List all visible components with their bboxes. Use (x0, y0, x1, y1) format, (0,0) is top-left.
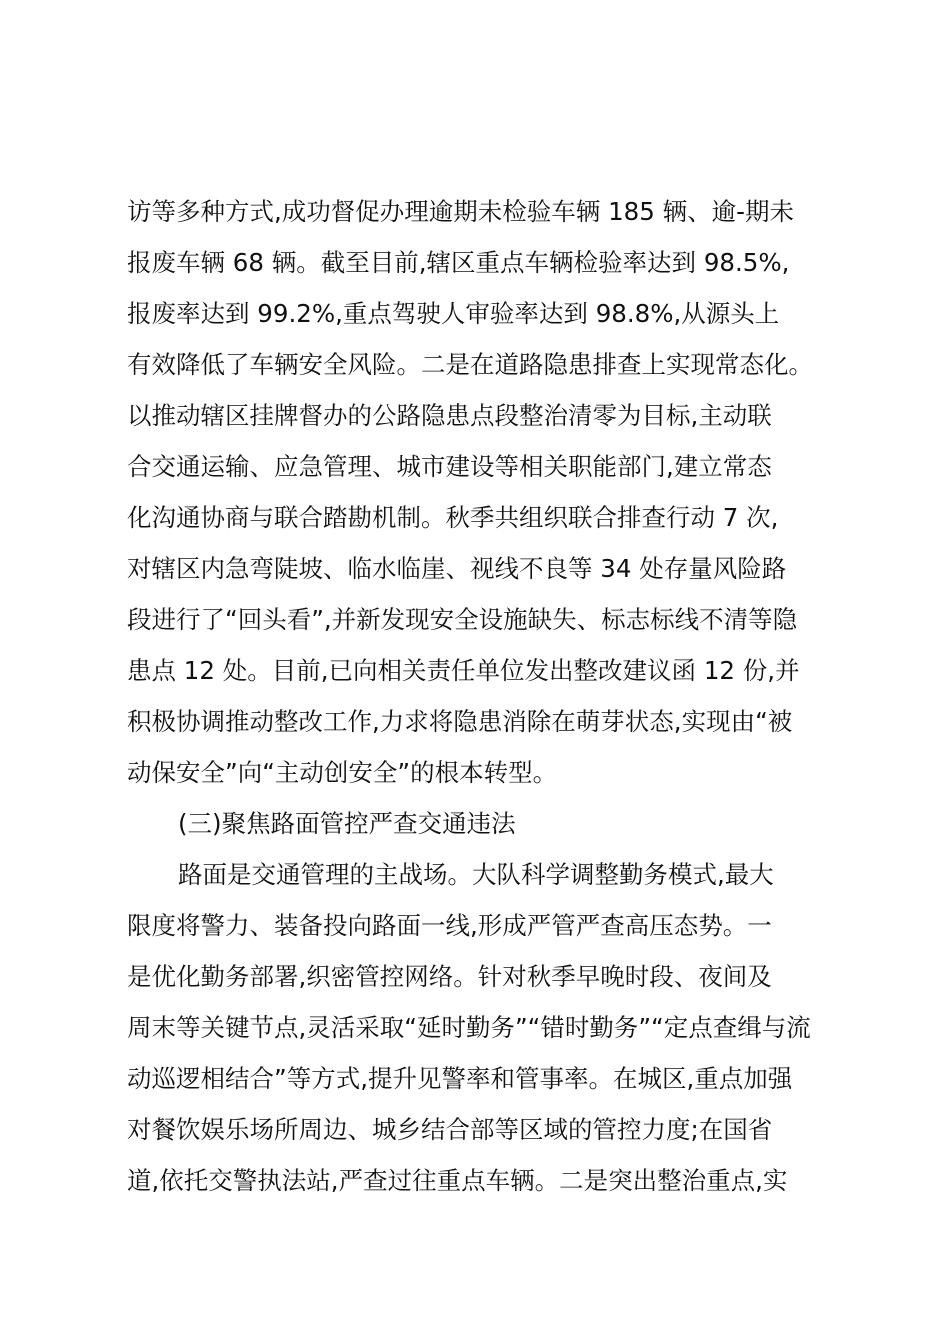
section-heading: (三)聚焦路面管控严查交通违法 (178, 809, 516, 838)
body-text-line: 报废率达到 99.2%,重点驾驶人审验率达到 98.8%,从源头上 (127, 299, 780, 328)
body-text-line: 周末等关键节点,灵活采取“延时勤务”“错时勤务”“定点查缉与流 (127, 1013, 811, 1042)
body-text-line: 对餐饮娱乐场所周边、城乡结合部等区域的管控力度;在国省 (127, 1115, 773, 1144)
body-text-line: 化沟通协商与联合踏勘机制。秋季共组织联合排查行动 7 次, (127, 503, 779, 532)
body-text-line: 对辖区内急弯陡坡、临水临崖、视线不良等 34 处存量风险路 (127, 554, 787, 583)
body-text-line: 限度将警力、装备投向路面一线,形成严管严查高压态势。一 (127, 911, 772, 940)
body-text-line: 有效降低了车辆安全风险。二是在道路隐患排查上实现常态化。 (127, 350, 813, 379)
body-text-line: 报废车辆 68 辆。截至目前,辖区重点车辆检验率达到 98.5%, (127, 248, 790, 277)
body-text-line: 是优化勤务部署,织密管控网络。针对秋季早晚时段、夜间及 (127, 962, 772, 991)
body-text-line: 合交通运输、应急管理、城市建设等相关职能部门,建立常态 (127, 452, 772, 481)
body-text-line: 动保安全”向“主动创安全”的根本转型。 (127, 758, 558, 787)
body-text-line: 段进行了“回头看”,并新发现安全设施缺失、标志标线不清等隐 (127, 605, 798, 634)
body-text-line: 路面是交通管理的主战场。大队科学调整勤务模式,最大 (178, 860, 774, 889)
body-text-line: 动巡逻相结合”等方式,提升见警率和管事率。在城区,重点加强 (127, 1064, 793, 1093)
body-text-line: 以推动辖区挂牌督办的公路隐患点段整治清零为目标,主动联 (127, 401, 772, 430)
body-text-line: 访等多种方式,成功督促办理逾期未检验车辆 185 辆、逾-期未 (127, 197, 794, 226)
body-text-line: 道,依托交警执法站,严查过往重点车辆。二是突出整治重点,实 (127, 1166, 788, 1195)
body-text-line: 积极协调推动整改工作,力求将隐患消除在萌芽状态,实现由“被 (127, 707, 793, 736)
body-text-line: 患点 12 处。目前,已向相关责任单位发出整改建议函 12 份,并 (127, 656, 800, 685)
